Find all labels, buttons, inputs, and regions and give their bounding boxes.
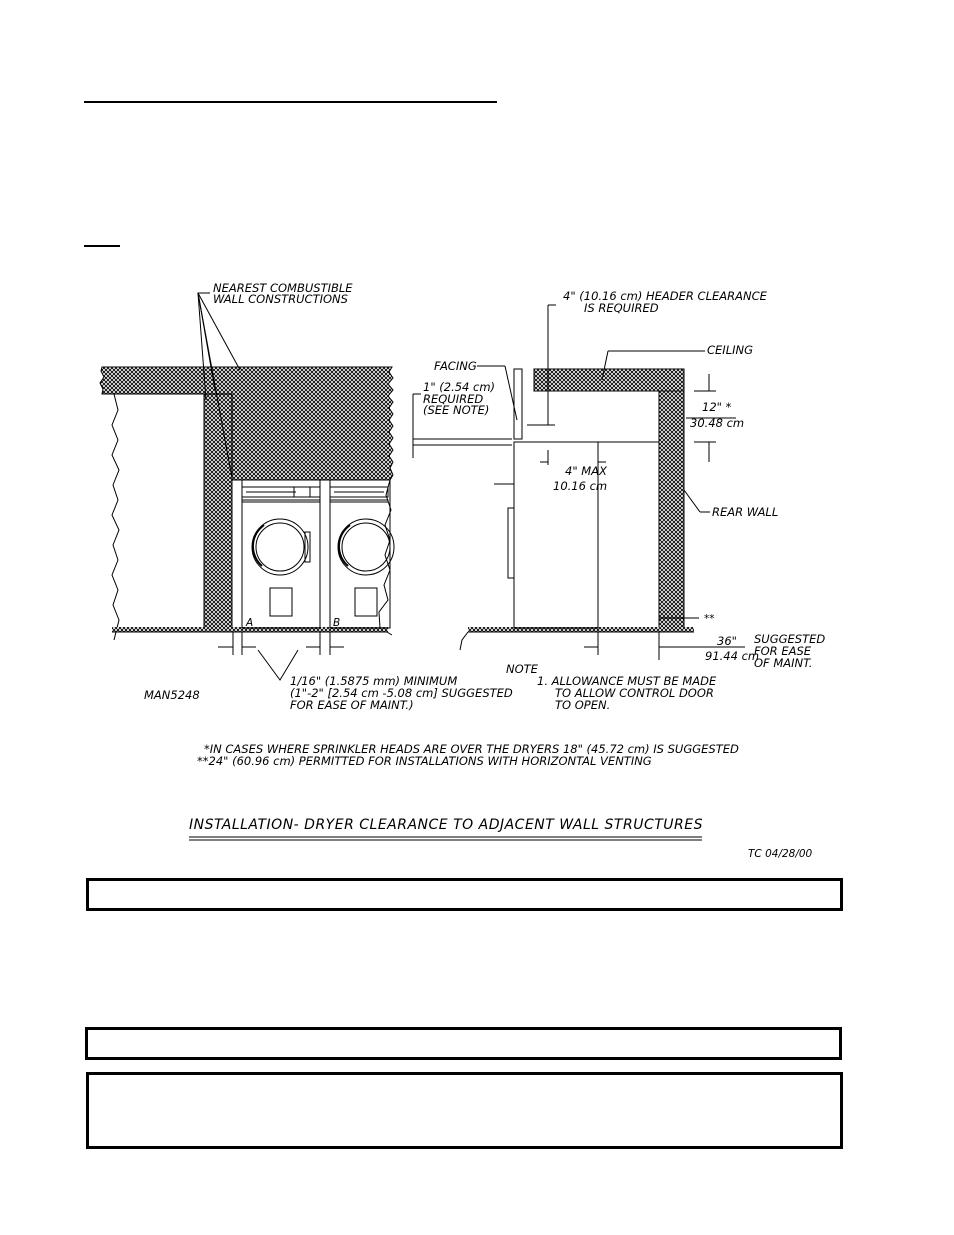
revision-stamp: TC 04/28/00 <box>748 848 813 860</box>
label-gap-1: 1/16" (1.5875 mm) MINIMUM <box>290 674 458 688</box>
warning-box <box>86 1072 843 1149</box>
label-4-max: 4" MAX <box>565 464 607 478</box>
label-30cm: 30.48 cm <box>690 416 745 430</box>
footnote-2: **24" (60.96 cm) PERMITTED FOR INSTALLATIONS WITH HORIZONTAL VENTING <box>197 754 652 768</box>
label-combustible-2: WALL CONSTRUCTIONS <box>213 292 348 306</box>
label-10cm: 10.16 cm <box>553 479 608 493</box>
ceiling <box>534 369 684 391</box>
label-gap-3: FOR EASE OF MAINT.) <box>290 698 414 712</box>
label-91cm: 91.44 cm <box>705 649 760 663</box>
drawing-title: INSTALLATION- DRYER CLEARANCE TO ADJACENT WALL STRUCTURES <box>189 817 703 833</box>
footnote-1: *IN CASES WHERE SPRINKLER HEADS ARE OVER THE DRYERS 18" (45.72 cm) IS SUGGESTED <box>204 742 739 756</box>
note-line-1: 1. ALLOWANCE MUST BE MADE <box>537 674 717 688</box>
rear-wall <box>659 391 684 628</box>
label-suggested-3: OF MAINT. <box>754 656 813 670</box>
dryer-unit-a <box>242 480 320 628</box>
label-required-1: 1" (2.54 cm) <box>423 380 496 394</box>
label-double-star: ** <box>704 613 715 625</box>
label-suggested-2: FOR EASE <box>754 644 812 658</box>
note-line-2: TO ALLOW CONTROL DOOR <box>555 686 714 700</box>
note-line-3: TO OPEN. <box>555 698 611 712</box>
marker-b: B <box>333 617 341 629</box>
facing <box>514 369 522 439</box>
label-12-inch: 12" * <box>702 400 732 414</box>
left-wall <box>204 394 232 628</box>
note-heading: NOTE <box>506 662 538 676</box>
label-ceiling: CEILING <box>707 343 753 357</box>
caution-box-1 <box>86 878 843 911</box>
ceiling-mass <box>100 367 393 480</box>
drawing-number: MAN5248 <box>144 688 200 702</box>
label-suggested-1: SUGGESTED <box>754 632 826 646</box>
label-facing: FACING <box>434 359 477 373</box>
label-required-2: REQUIRED <box>423 392 484 406</box>
label-gap-2: (1"-2" [2.54 cm -5.08 cm] SUGGESTED <box>290 686 513 700</box>
label-combustible-1: NEAREST COMBUSTIBLE <box>213 281 353 295</box>
label-header-1: 4" (10.16 cm) HEADER CLEARANCE <box>563 289 767 303</box>
marker-a: A <box>246 617 254 629</box>
label-36-inch: 36" <box>717 634 737 648</box>
front-view <box>100 293 394 680</box>
label-rear-wall: REAR WALL <box>712 505 779 519</box>
label-header-2: IS REQUIRED <box>584 301 659 315</box>
label-required-3: (SEE NOTE) <box>423 403 490 417</box>
dryer-unit-b <box>330 480 394 628</box>
caution-box-2 <box>85 1027 842 1060</box>
